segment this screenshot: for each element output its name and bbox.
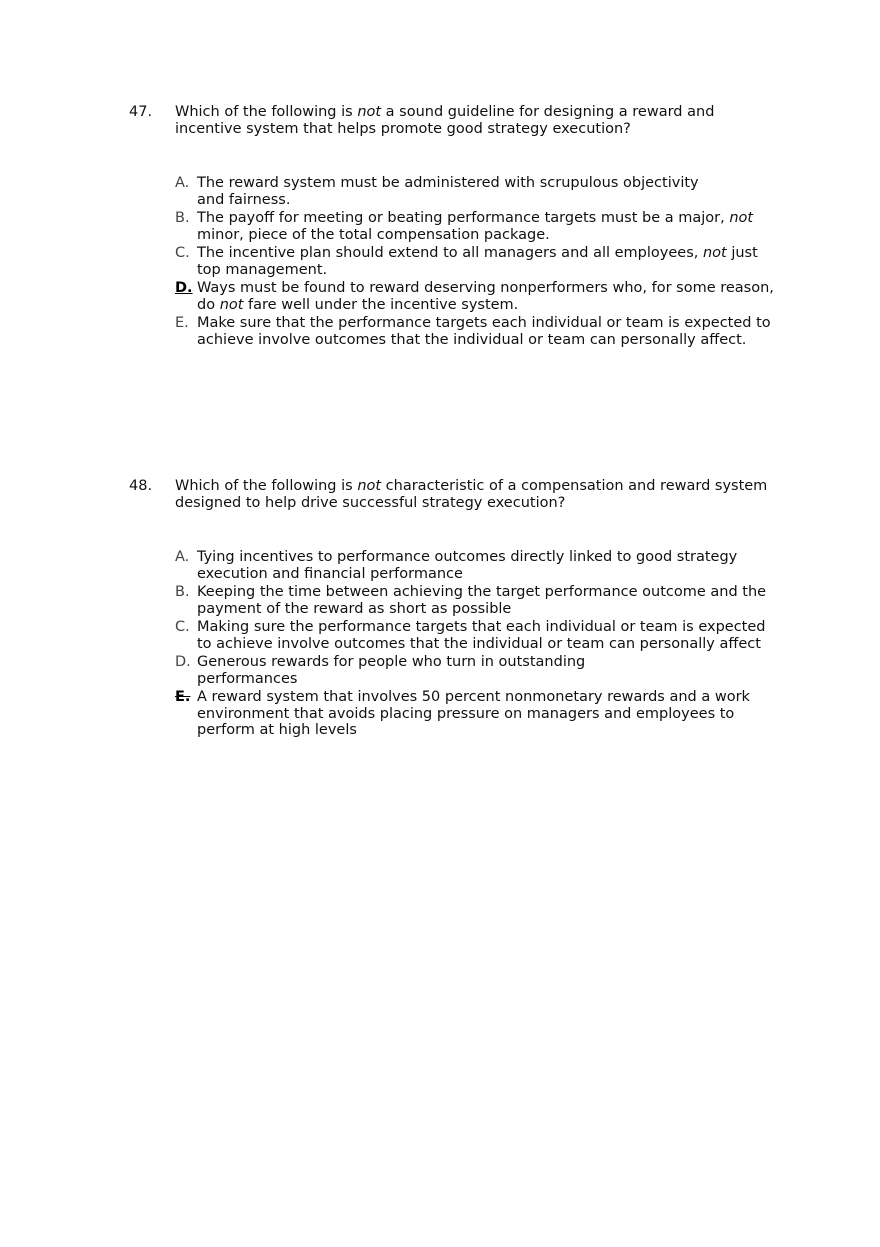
option-b[interactable]: B. Keeping the time between achieving the target performance outcome and the payment of the reward as short as possible: [175, 584, 767, 617]
option-b[interactable]: B. The payoff for meeting or beating performance targets must be a major, not minor, piece of the total compensation package.: [175, 210, 754, 243]
option-c[interactable]: C. The incentive plan should extend to all managers and all employees, not just top management.: [175, 245, 758, 278]
option-letter: A.: [175, 549, 190, 565]
option-d[interactable]: D. Ways must be found to reward deserving nonperformers who, for some reason, do not fare well under the incentive system.: [175, 280, 774, 313]
correct-answer-letter: D.: [175, 280, 193, 296]
option-d[interactable]: D. Generous rewards for people who turn in outstanding performances: [175, 654, 586, 687]
answer-options: [0, 549, 880, 739]
option-letter: D.: [175, 654, 191, 670]
option-letter: E.: [175, 315, 189, 331]
question-47: [0, 104, 880, 350]
option-letter: B.: [175, 210, 190, 226]
option-letter: C.: [175, 245, 190, 261]
option-e[interactable]: E. A reward system that involves 50 percent nonmonetary rewards and a work environment that avoids placing pressure on managers and employees to perform at high levels: [175, 689, 750, 738]
option-a[interactable]: A. Tying incentives to performance outcomes directly linked to good strategy execution and financial performance: [175, 549, 738, 582]
question-stem: 47. Which of the following is not a sound guideline for designing a reward and incentive system that helps promote good strategy execution?: [129, 104, 715, 137]
option-letter: C.: [175, 619, 190, 635]
option-e[interactable]: E. Make sure that the performance targets each individual or team is expected to achieve involve outcomes that the individual or team can personally affect.: [175, 315, 771, 348]
question-number: 47.: [129, 104, 153, 120]
question-number: 48.: [129, 478, 153, 494]
question-stem: 48. Which of the following is not characteristic of a compensation and reward system designed to help drive successful strategy execution?: [129, 478, 768, 511]
option-a[interactable]: A. The reward system must be administered with scrupulous objectivity and fairness.: [175, 175, 699, 208]
option-c[interactable]: C. Making sure the performance targets that each individual or team is expected to achieve involve outcomes that the individual or team can personally affect: [175, 619, 766, 652]
answer-options: [0, 175, 880, 348]
option-letter: A.: [175, 175, 190, 191]
question-48: [0, 478, 880, 741]
correct-answer-letter: E.: [175, 689, 191, 705]
option-letter: B.: [175, 584, 190, 600]
